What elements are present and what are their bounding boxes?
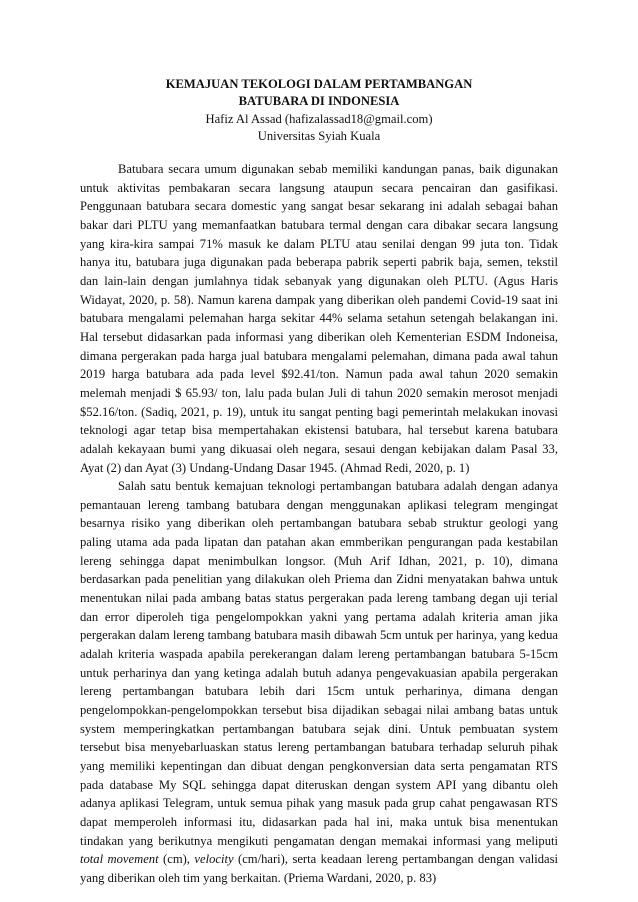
affiliation-line: Universitas Syiah Kuala (257, 129, 381, 144)
title-line-1: KEMAJUAN TEKOLOGI DALAM PERTAMBANGAN (165, 77, 473, 91)
paragraph-2 (80, 477, 558, 887)
term-total-movement: total movement (80, 852, 159, 867)
paragraph-2-text-c: (cm/hari), serta keadaan lereng pertambangan dengan validasi yang diberikan oleh tim yang berkaitan. (Priema Wardani, 2020, p. 83) (80, 852, 559, 885)
term-velocity: velocity (194, 852, 234, 867)
paragraph-2-text-a: Salah satu bentuk kemajuan teknologi pertambangan batubara adalah dengan adanya pemantauan lereng tambang batubara dengan menggunakan aplikasi telegram mengingat besarnya risiko yang diberikan oleh pertambangan batubara sebab struktur geologi yang paling utama ada pada lipatan dan patahan akan emmberikan pengurangan pada kestabilan lereng sehingga dapat menimbulkan longsor. (Muh Arif Idhan, 2021, p. 10), dimana berdasarkan pada penelitian yang dilakukan oleh Priema dan Zidni menyatakan bahwa untuk menentukan nilai pada ambang batas status pergerakan pada lereng tambang degan uji terial dan error diperoleh tiga pengelompokkan yakni yang pertama adalah kriteria aman jika pergerakan dalam lereng tambang batubara masih dibawah 5cm untuk per harinya, yang kedua adalah kriteria waspada apabila perekerangan dalam lereng pertambangan batubara 5-15cm untuk perharinya dan yang ketinga adalah butuh adanya pengevakuasian apabila pergerakan lereng pertambangan batubara lebih dari 15cm untuk perharinya, dimana dengan pengelompokkan-pengelompokkan tersebut bisa dijadikan sebagai nilai ambang batas untuk system memperingkatkan pertambangan batubara sejak dini. Untuk pembuatan system tersebut bisa menyebarluaskan status lereng pertambangan batubara terhadap seluruh pihak yang memiliki kepentingan dan dibuat dengan pengkonversian data serta pengamatan RTS pada database My SQL sehingga dapat diteruskan dengan system API yang dibantu oleh adanya aplikasi Telegram, untuk semua pihak yang masuk pada grup cahat pengawasan RTS dapat memperoleh informasi itu, didasarkan pada hal ini, maka untuk bisa menentukan tindakan yang berikutnya mengikuti pengamatan dengan memakai informasi yang meliputi (80, 479, 558, 848)
title-line-2: BATUBARA DI INDONESIA (238, 94, 400, 109)
document-header (80, 76, 558, 146)
paragraph-2-text-b: (cm), (158, 852, 195, 867)
document-body (80, 160, 558, 888)
author-line: Hafiz Al Assad (hafizalassad18@gmail.com) (205, 111, 433, 126)
paragraph-1: Batubara secara umum digunakan sebab memiliki kandungan panas, baik digunakan untuk aktivitas pembakaran secara langsung ataupun secara pencairan dan gasifikasi. Penggunaan batubara secara domestic yang sangat besar sekarang ini adalah sebagai bahan bakar dari PLTU yang memanfaatkan batubara termal dengan cara dibakar secara langsung yang kira-kira sampai 71% masuk ke dalam PLTU atau senilai dengan 99 juta ton. Tidak hanya itu, batubara juga digunakan pada beberapa pabrik seperti pabrik baja, semen, tekstil dan lain-lain dengan jumlahnya tidak sebanyak yang digunakan oleh PLTU. (Agus Haris Widayat, 2020, p. 58). Namun karena dampak yang diberikan oleh pandemi Covid-19 saat ini batubara mengalami pelemahan harga sekitar 44% selama setahun setengah belakangan ini. Hal tersebut didasarkan pada informasi yang diberikan oleh Kementerian ESDM Indoneisa, dimana pergerakan pada harga jual batubara mengalami pelemahan, dimana pada awal tahun 2019 harga batubara ada pada level $92.41/ton. Namun pada awal tahun 2020 semakin melemah menjadi $ 65.93/ ton, lalu pada bulan Juli di tahun 2020 semakin merosot menjadi $52.16/ton. (Sadiq, 2021, p. 19), untuk itu sangat penting bagi pemerintah melakukan inovasi teknologi agar tetap bisa mempertahakan ekistensi batubara, hal tersebut karena batubara adalah kekayaan bumi yang dikuasai oleh negara, sesaui dengan kebijakan dalam Pasal 33, Ayat (2) dan Ayat (3) Undang-Undang Dasar 1945. (Ahmad Redi, 2020, p. 1) (80, 162, 558, 475)
